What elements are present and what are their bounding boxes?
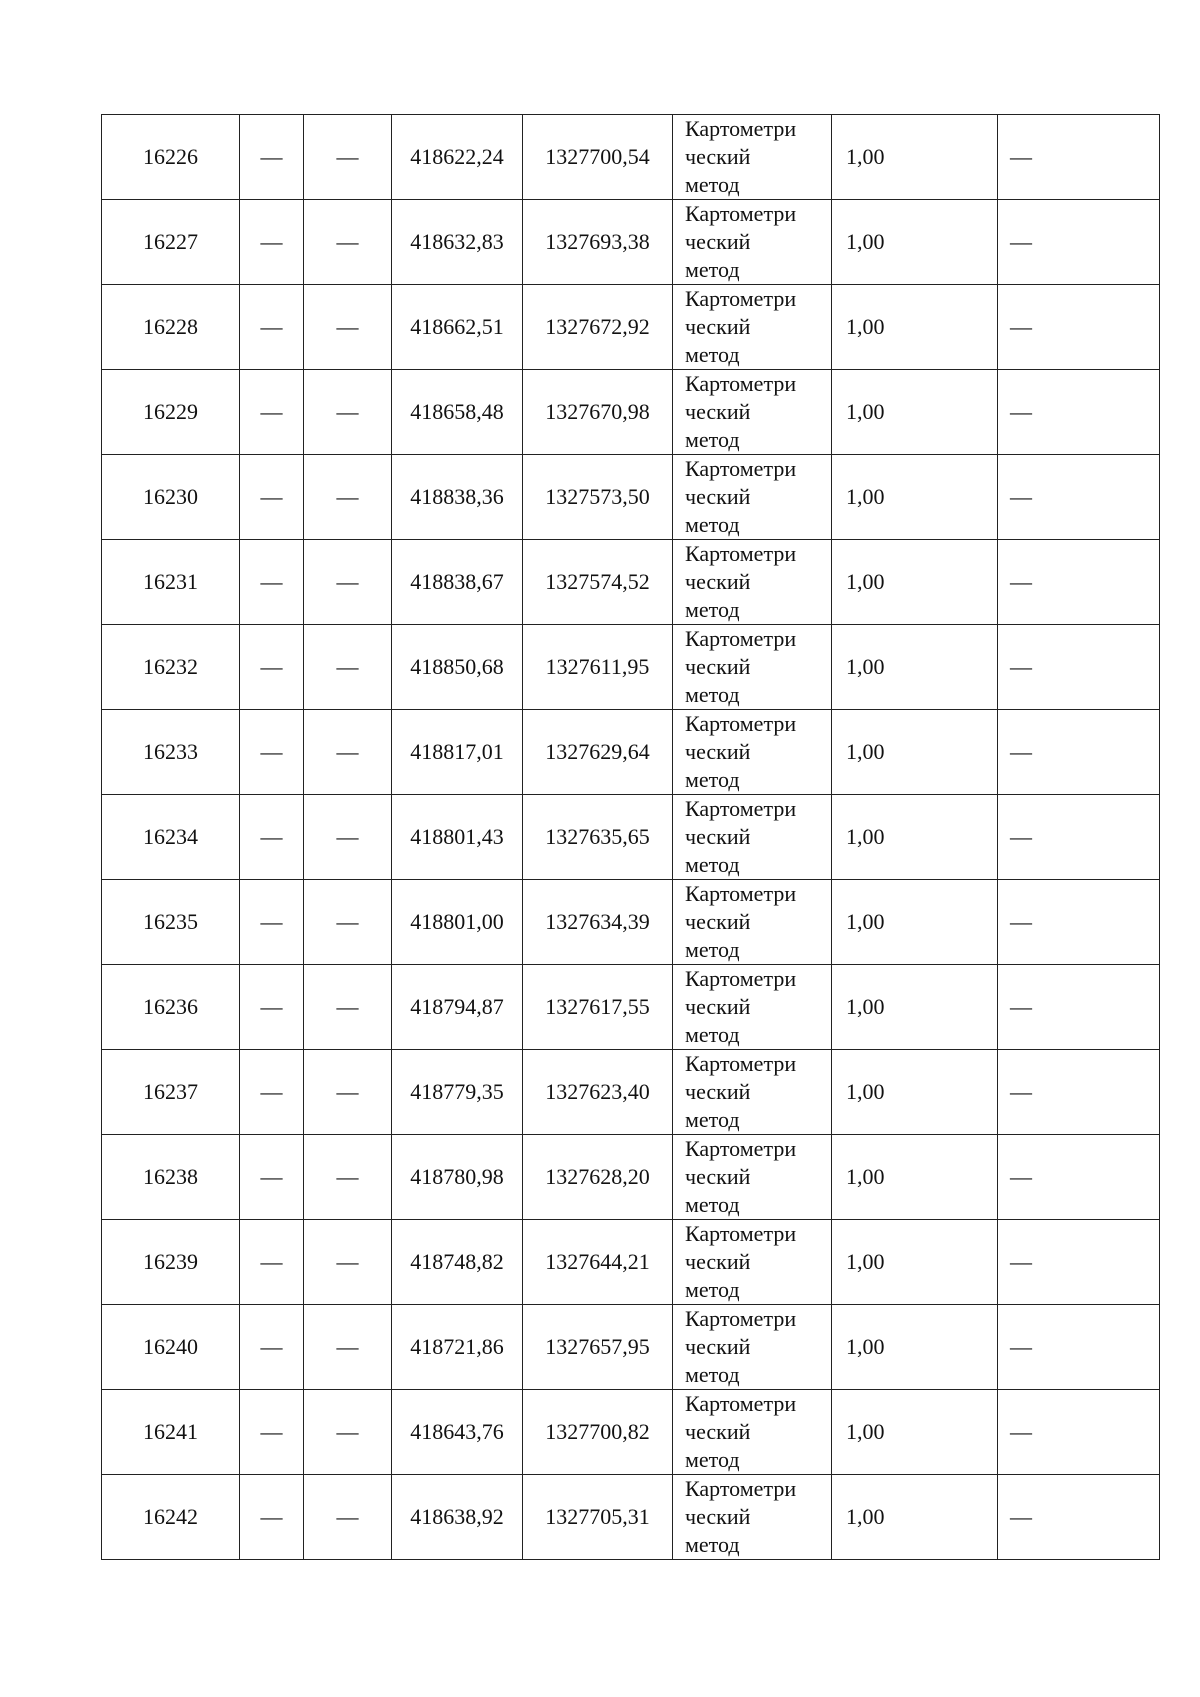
x-coordinate-cell: 418643,76 bbox=[392, 1390, 523, 1475]
accuracy-cell: 1,00 bbox=[832, 880, 998, 965]
empty-value-cell: — bbox=[240, 625, 304, 710]
empty-value-cell: — bbox=[998, 115, 1160, 200]
x-coordinate-cell: 418780,98 bbox=[392, 1135, 523, 1220]
point-number-cell: 16238 bbox=[102, 1135, 240, 1220]
accuracy-cell: 1,00 bbox=[832, 1475, 998, 1560]
empty-value-cell: — bbox=[240, 115, 304, 200]
empty-value-cell: — bbox=[998, 540, 1160, 625]
table-row bbox=[102, 1050, 1160, 1135]
empty-value-cell: — bbox=[998, 455, 1160, 540]
empty-value-cell: — bbox=[240, 455, 304, 540]
method-text: Картометри ческий метод bbox=[685, 711, 797, 792]
x-coordinate-cell: 418748,82 bbox=[392, 1220, 523, 1305]
empty-value-cell: — bbox=[304, 370, 392, 455]
point-number-cell: 16240 bbox=[102, 1305, 240, 1390]
method-cell bbox=[673, 285, 832, 370]
method-cell bbox=[673, 710, 832, 795]
table-row bbox=[102, 710, 1160, 795]
empty-value-cell: — bbox=[240, 1475, 304, 1560]
point-number-cell: 16241 bbox=[102, 1390, 240, 1475]
empty-value-cell: — bbox=[304, 1475, 392, 1560]
x-coordinate-cell: 418801,00 bbox=[392, 880, 523, 965]
x-coordinate-cell: 418794,87 bbox=[392, 965, 523, 1050]
empty-value-cell: — bbox=[304, 200, 392, 285]
method-text: Картометри ческий метод bbox=[685, 1136, 797, 1217]
table-row bbox=[102, 455, 1160, 540]
table-row bbox=[102, 285, 1160, 370]
method-text: Картометри ческий метод bbox=[685, 371, 797, 452]
x-coordinate-cell: 418638,92 bbox=[392, 1475, 523, 1560]
empty-value-cell: — bbox=[998, 625, 1160, 710]
y-coordinate-cell: 1327623,40 bbox=[523, 1050, 673, 1135]
empty-value-cell: — bbox=[998, 965, 1160, 1050]
point-number-cell: 16229 bbox=[102, 370, 240, 455]
x-coordinate-cell: 418779,35 bbox=[392, 1050, 523, 1135]
y-coordinate-cell: 1327629,64 bbox=[523, 710, 673, 795]
empty-value-cell: — bbox=[240, 370, 304, 455]
empty-value-cell: — bbox=[304, 455, 392, 540]
x-coordinate-cell: 418658,48 bbox=[392, 370, 523, 455]
y-coordinate-cell: 1327635,65 bbox=[523, 795, 673, 880]
point-number-cell: 16226 bbox=[102, 115, 240, 200]
empty-value-cell: — bbox=[304, 1390, 392, 1475]
method-text: Картометри ческий метод bbox=[685, 1051, 797, 1132]
method-cell bbox=[673, 795, 832, 880]
x-coordinate-cell: 418850,68 bbox=[392, 625, 523, 710]
method-text: Картометри ческий метод bbox=[685, 1476, 797, 1557]
empty-value-cell: — bbox=[304, 1135, 392, 1220]
method-cell bbox=[673, 965, 832, 1050]
y-coordinate-cell: 1327657,95 bbox=[523, 1305, 673, 1390]
accuracy-cell: 1,00 bbox=[832, 540, 998, 625]
point-number-cell: 16236 bbox=[102, 965, 240, 1050]
empty-value-cell: — bbox=[240, 710, 304, 795]
accuracy-cell: 1,00 bbox=[832, 370, 998, 455]
point-number-cell: 16235 bbox=[102, 880, 240, 965]
method-cell bbox=[673, 1220, 832, 1305]
method-text: Картометри ческий метод bbox=[685, 966, 797, 1047]
empty-value-cell: — bbox=[240, 795, 304, 880]
accuracy-cell: 1,00 bbox=[832, 1135, 998, 1220]
method-text: Картометри ческий метод bbox=[685, 1391, 797, 1472]
coordinates-table bbox=[101, 114, 1160, 1560]
accuracy-cell: 1,00 bbox=[832, 285, 998, 370]
table-row bbox=[102, 1390, 1160, 1475]
empty-value-cell: — bbox=[998, 370, 1160, 455]
method-text: Картометри ческий метод bbox=[685, 456, 797, 537]
empty-value-cell: — bbox=[998, 1475, 1160, 1560]
method-text: Картометри ческий метод bbox=[685, 1306, 797, 1387]
empty-value-cell: — bbox=[304, 880, 392, 965]
point-number-cell: 16242 bbox=[102, 1475, 240, 1560]
method-text: Картометри ческий метод bbox=[685, 1221, 797, 1302]
method-cell bbox=[673, 370, 832, 455]
method-cell bbox=[673, 455, 832, 540]
x-coordinate-cell: 418801,43 bbox=[392, 795, 523, 880]
table-row bbox=[102, 880, 1160, 965]
method-cell bbox=[673, 625, 832, 710]
method-text: Картометри ческий метод bbox=[685, 201, 797, 282]
method-cell bbox=[673, 1475, 832, 1560]
y-coordinate-cell: 1327617,55 bbox=[523, 965, 673, 1050]
empty-value-cell: — bbox=[240, 965, 304, 1050]
empty-value-cell: — bbox=[240, 1220, 304, 1305]
empty-value-cell: — bbox=[998, 1390, 1160, 1475]
table-row bbox=[102, 370, 1160, 455]
method-cell bbox=[673, 115, 832, 200]
y-coordinate-cell: 1327574,52 bbox=[523, 540, 673, 625]
x-coordinate-cell: 418838,36 bbox=[392, 455, 523, 540]
y-coordinate-cell: 1327700,82 bbox=[523, 1390, 673, 1475]
y-coordinate-cell: 1327628,20 bbox=[523, 1135, 673, 1220]
empty-value-cell: — bbox=[304, 115, 392, 200]
method-cell bbox=[673, 1050, 832, 1135]
empty-value-cell: — bbox=[240, 1390, 304, 1475]
empty-value-cell: — bbox=[304, 540, 392, 625]
accuracy-cell: 1,00 bbox=[832, 1220, 998, 1305]
empty-value-cell: — bbox=[998, 880, 1160, 965]
empty-value-cell: — bbox=[240, 1050, 304, 1135]
point-number-cell: 16228 bbox=[102, 285, 240, 370]
method-cell bbox=[673, 200, 832, 285]
method-text: Картометри ческий метод bbox=[685, 286, 797, 367]
empty-value-cell: — bbox=[304, 285, 392, 370]
empty-value-cell: — bbox=[304, 625, 392, 710]
table-row bbox=[102, 200, 1160, 285]
y-coordinate-cell: 1327634,39 bbox=[523, 880, 673, 965]
y-coordinate-cell: 1327700,54 bbox=[523, 115, 673, 200]
method-cell bbox=[673, 540, 832, 625]
accuracy-cell: 1,00 bbox=[832, 1050, 998, 1135]
table-row bbox=[102, 1305, 1160, 1390]
x-coordinate-cell: 418721,86 bbox=[392, 1305, 523, 1390]
point-number-cell: 16230 bbox=[102, 455, 240, 540]
table-row bbox=[102, 965, 1160, 1050]
accuracy-cell: 1,00 bbox=[832, 710, 998, 795]
accuracy-cell: 1,00 bbox=[832, 115, 998, 200]
empty-value-cell: — bbox=[998, 1305, 1160, 1390]
accuracy-cell: 1,00 bbox=[832, 455, 998, 540]
empty-value-cell: — bbox=[240, 1135, 304, 1220]
table-row bbox=[102, 795, 1160, 880]
empty-value-cell: — bbox=[998, 1220, 1160, 1305]
empty-value-cell: — bbox=[304, 795, 392, 880]
empty-value-cell: — bbox=[998, 710, 1160, 795]
method-cell bbox=[673, 1390, 832, 1475]
x-coordinate-cell: 418632,83 bbox=[392, 200, 523, 285]
empty-value-cell: — bbox=[304, 1050, 392, 1135]
point-number-cell: 16231 bbox=[102, 540, 240, 625]
x-coordinate-cell: 418817,01 bbox=[392, 710, 523, 795]
x-coordinate-cell: 418662,51 bbox=[392, 285, 523, 370]
method-cell bbox=[673, 1305, 832, 1390]
empty-value-cell: — bbox=[240, 880, 304, 965]
empty-value-cell: — bbox=[998, 1050, 1160, 1135]
table-row bbox=[102, 1220, 1160, 1305]
method-cell bbox=[673, 1135, 832, 1220]
point-number-cell: 16237 bbox=[102, 1050, 240, 1135]
y-coordinate-cell: 1327644,21 bbox=[523, 1220, 673, 1305]
table-row bbox=[102, 1135, 1160, 1220]
empty-value-cell: — bbox=[240, 285, 304, 370]
y-coordinate-cell: 1327705,31 bbox=[523, 1475, 673, 1560]
empty-value-cell: — bbox=[998, 795, 1160, 880]
method-cell bbox=[673, 880, 832, 965]
y-coordinate-cell: 1327611,95 bbox=[523, 625, 673, 710]
accuracy-cell: 1,00 bbox=[832, 200, 998, 285]
empty-value-cell: — bbox=[998, 285, 1160, 370]
accuracy-cell: 1,00 bbox=[832, 1305, 998, 1390]
empty-value-cell: — bbox=[304, 1305, 392, 1390]
empty-value-cell: — bbox=[240, 1305, 304, 1390]
point-number-cell: 16233 bbox=[102, 710, 240, 795]
y-coordinate-cell: 1327672,92 bbox=[523, 285, 673, 370]
empty-value-cell: — bbox=[998, 200, 1160, 285]
coordinates-table-body bbox=[102, 115, 1160, 1560]
accuracy-cell: 1,00 bbox=[832, 625, 998, 710]
x-coordinate-cell: 418838,67 bbox=[392, 540, 523, 625]
method-text: Картометри ческий метод bbox=[685, 626, 797, 707]
table-row bbox=[102, 540, 1160, 625]
method-text: Картометри ческий метод bbox=[685, 796, 797, 877]
point-number-cell: 16232 bbox=[102, 625, 240, 710]
point-number-cell: 16239 bbox=[102, 1220, 240, 1305]
empty-value-cell: — bbox=[998, 1135, 1160, 1220]
point-number-cell: 16234 bbox=[102, 795, 240, 880]
empty-value-cell: — bbox=[304, 710, 392, 795]
y-coordinate-cell: 1327573,50 bbox=[523, 455, 673, 540]
empty-value-cell: — bbox=[240, 200, 304, 285]
x-coordinate-cell: 418622,24 bbox=[392, 115, 523, 200]
table-row bbox=[102, 115, 1160, 200]
y-coordinate-cell: 1327693,38 bbox=[523, 200, 673, 285]
accuracy-cell: 1,00 bbox=[832, 1390, 998, 1475]
accuracy-cell: 1,00 bbox=[832, 965, 998, 1050]
y-coordinate-cell: 1327670,98 bbox=[523, 370, 673, 455]
empty-value-cell: — bbox=[240, 540, 304, 625]
accuracy-cell: 1,00 bbox=[832, 795, 998, 880]
method-text: Картометри ческий метод bbox=[685, 541, 797, 622]
method-text: Картометри ческий метод bbox=[685, 881, 797, 962]
point-number-cell: 16227 bbox=[102, 200, 240, 285]
empty-value-cell: — bbox=[304, 1220, 392, 1305]
method-text: Картометри ческий метод bbox=[685, 116, 797, 197]
table-row bbox=[102, 625, 1160, 710]
table-row bbox=[102, 1475, 1160, 1560]
empty-value-cell: — bbox=[304, 965, 392, 1050]
